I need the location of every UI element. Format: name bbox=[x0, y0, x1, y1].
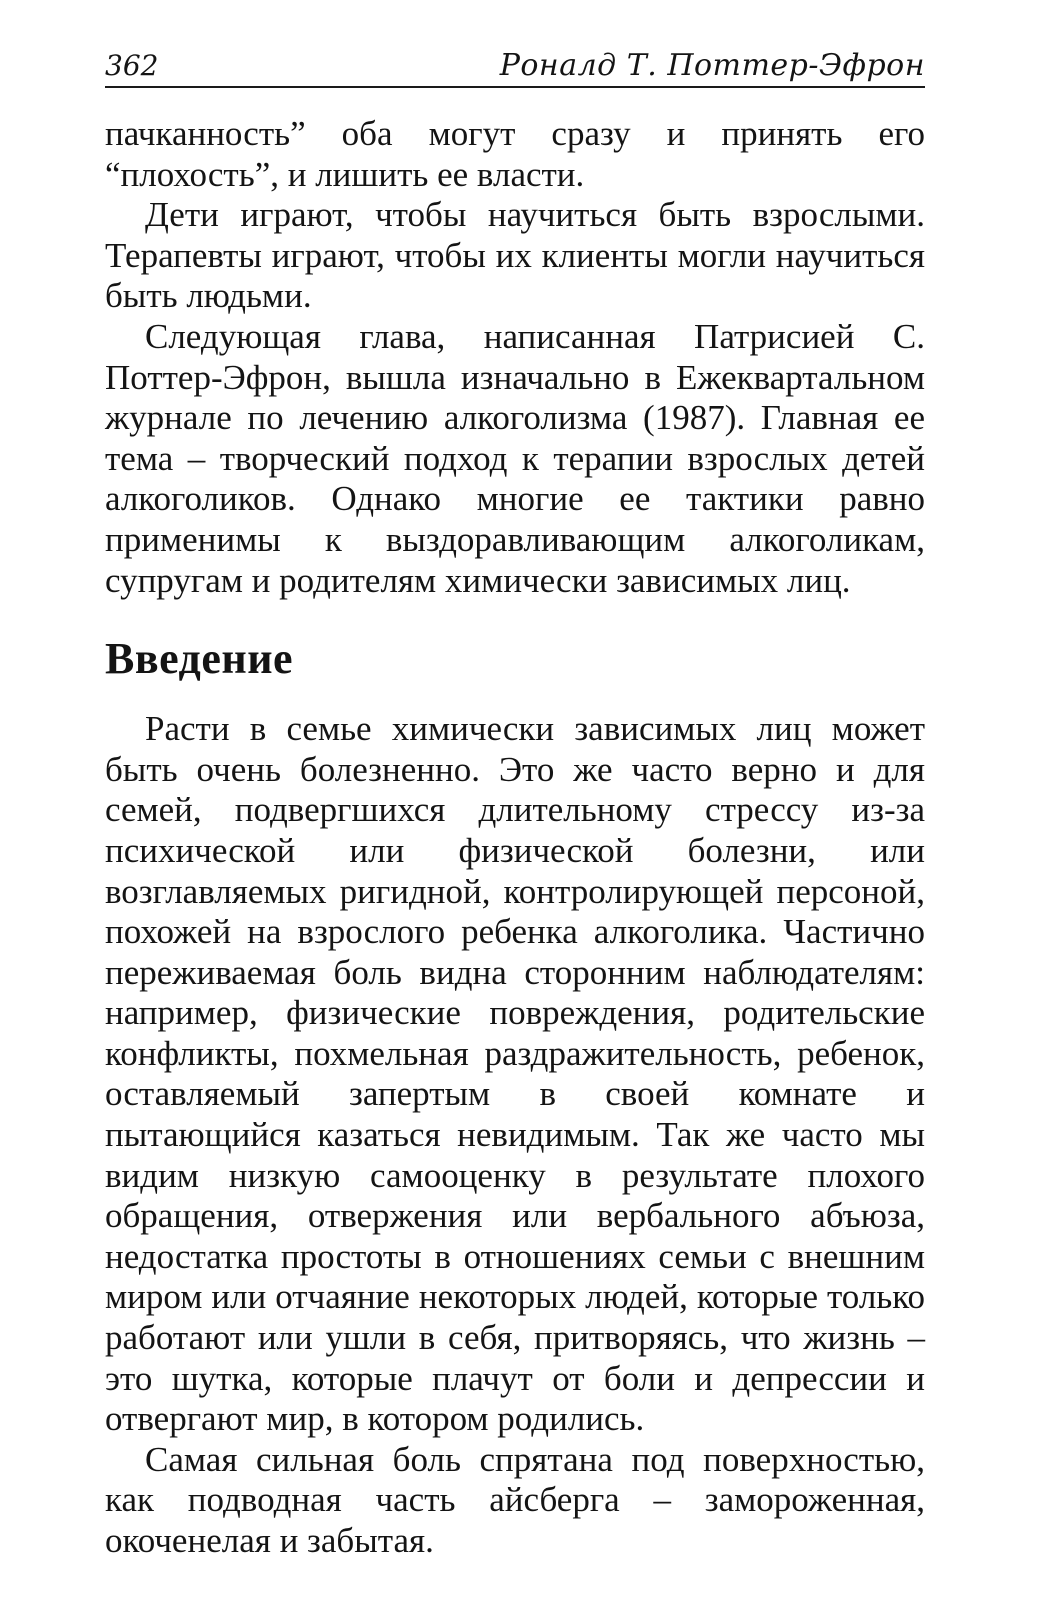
page-number: 362 bbox=[105, 49, 159, 82]
text-block-before-heading bbox=[105, 114, 925, 601]
paragraph: Следующая глава, написанная Патрисией С. Поттер-Эфрон, вышла изначально в Ежеквартальном журнале по лечению алкоголизма (1987). Главная ее тема – творческий подход к терапии взрослых детей алкоголиков. Однако многие ее тактики равно применимы к выздоравливающим алкоголикам, супругам и родителям химически зависимых лиц. bbox=[105, 316, 925, 600]
running-header bbox=[105, 40, 925, 88]
paragraph: Расти в семье химически зависимых лиц может быть очень болезненно. Это же часто верно и для семей, подвергшихся длительному стрессу из-за психической или физической болезни, или возглавляемых ригидной, контролирующей персоной, похожей на взрослого ребенка алкоголика. Частично переживаемая боль видна сторонним наблюдателям: например, физические повреждения, родительские конфликты, похмельная раздражительность, ребенок, оставляемый запертым в своей комнате и пытающийся казаться невидимым. Так же часто мы видим низкую самооценку в результате плохого обращения, отвержения или вербального абъюза, недостатка простоты в отношениях семьи с внешним миром или отчаяние некоторых людей, которые только работают или ушли в себя, притворяясь, что жизнь – это шутка, которые плачут от боли и депрессии и отвергают мир, в котором родились. bbox=[105, 709, 925, 1439]
paragraph: Дети играют, чтобы научиться быть взрослыми. Терапевты играют, чтобы их клиенты могли научиться быть людьми. bbox=[105, 195, 925, 316]
paragraph: Самая сильная боль спрятана под поверхностью, как подводная часть айсберга – замороженная, окоченелая и забытая. bbox=[105, 1439, 925, 1560]
text-block-after-heading bbox=[105, 709, 925, 1561]
paragraph-continued: пачканность” оба могут сразу и принять его “плохость”, и лишить ее власти. bbox=[105, 114, 925, 194]
section-heading: Введение bbox=[105, 634, 294, 684]
running-title: Роналд Т. Поттер-Эфрон bbox=[499, 48, 925, 83]
book-page bbox=[105, 40, 925, 1562]
